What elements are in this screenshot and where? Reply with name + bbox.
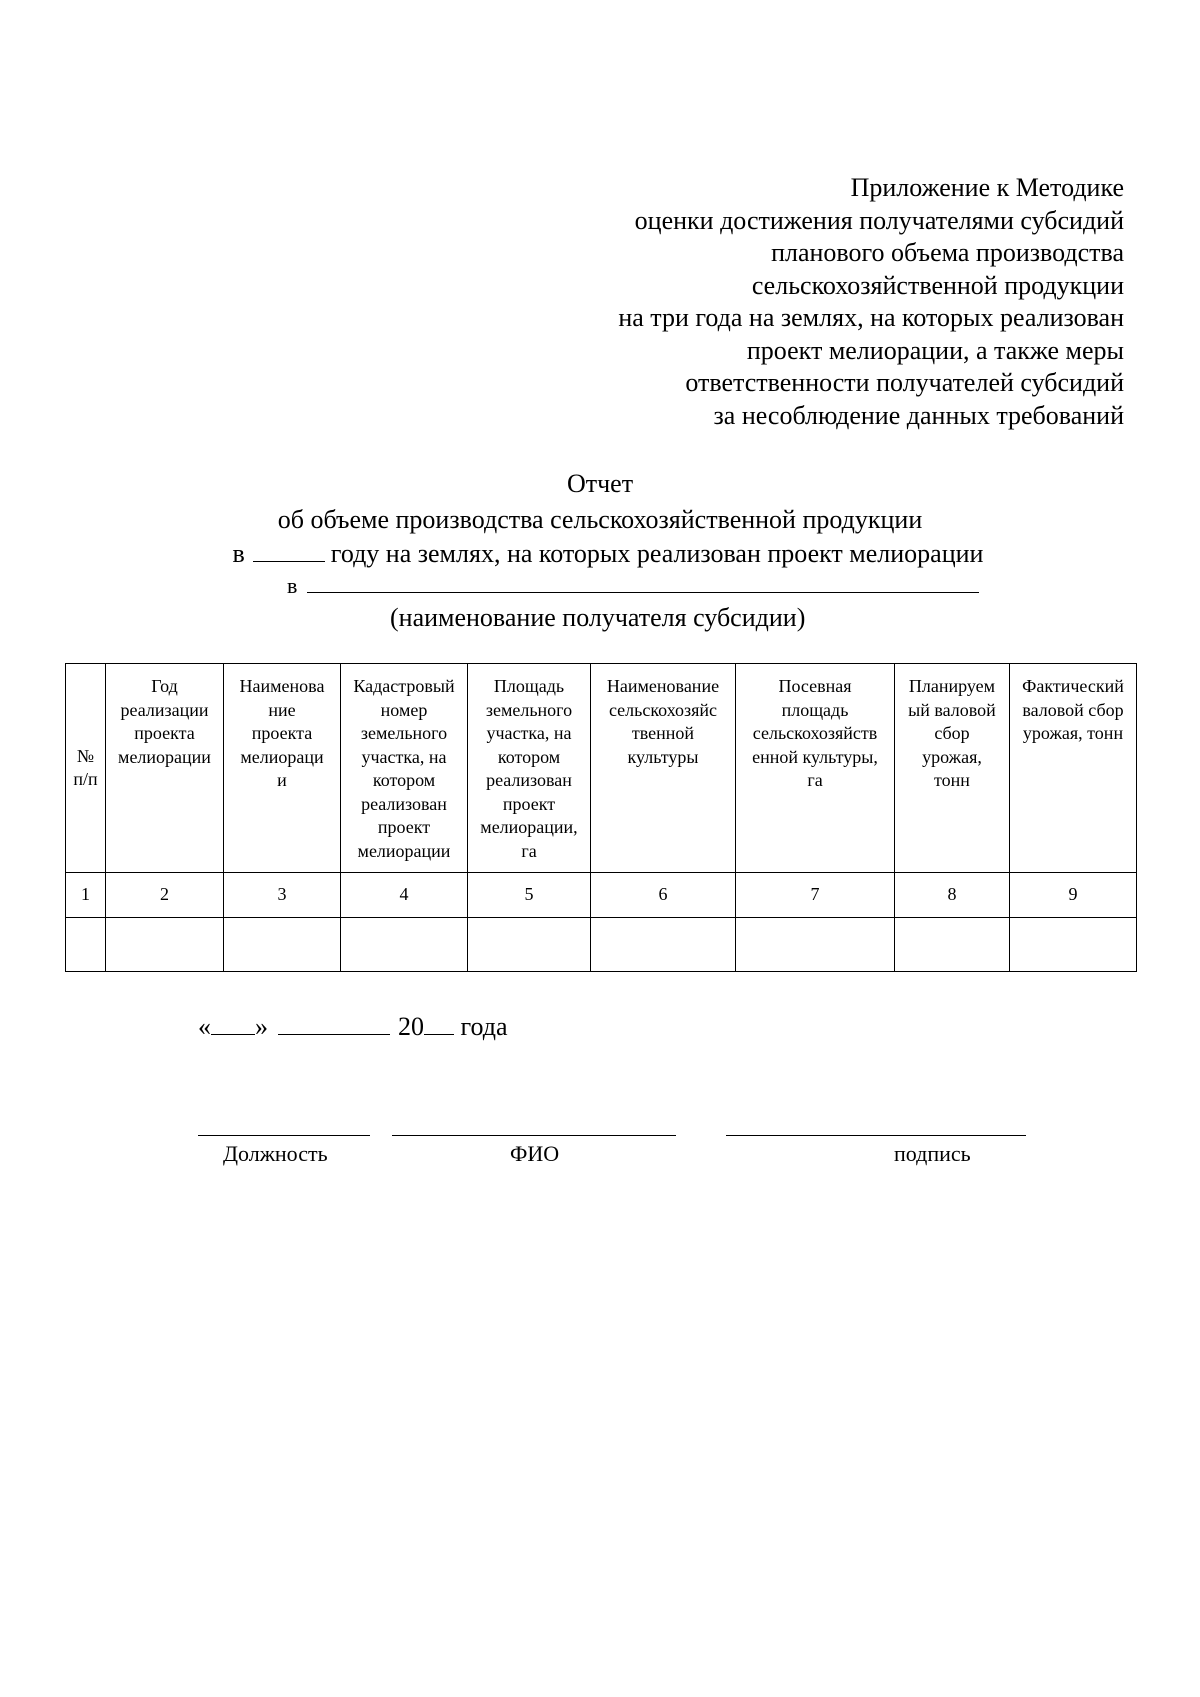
- report-subtitle: об объеме производства сельскохозяйственной продукции: [277, 505, 923, 534]
- table-row: [66, 918, 1137, 972]
- appendix-line: за несоблюдение данных требований: [713, 400, 1124, 430]
- table-cell[interactable]: [1010, 918, 1137, 972]
- column-header-project-name: Наименова ние проекта мелиораци и: [224, 664, 341, 873]
- table-cell[interactable]: [341, 918, 468, 972]
- position-signature-line[interactable]: [198, 1135, 370, 1136]
- column-number: 3: [224, 873, 341, 918]
- column-header-sown-area: Посевная площадь сельскохозяйств енной культуры, га: [736, 664, 895, 873]
- column-header-area: Площадь земельного участка, на котором реализован проект мелиорации, га: [468, 664, 591, 873]
- table-cell[interactable]: [895, 918, 1010, 972]
- signature-label: подпись: [894, 1141, 971, 1166]
- year-prefix: в: [232, 539, 245, 568]
- date-year-word: года: [460, 1012, 508, 1041]
- appendix-line: сельскохозяйственной продукции: [751, 270, 1124, 300]
- column-number: 5: [468, 873, 591, 918]
- date-close-quote: »: [255, 1012, 268, 1041]
- table-cell[interactable]: [66, 918, 106, 972]
- appendix-line: Приложение к Методике: [850, 173, 1124, 202]
- table-cell[interactable]: [106, 918, 224, 972]
- year-blank-field[interactable]: [253, 537, 325, 562]
- column-number: 4: [341, 873, 468, 918]
- column-header-actual-yield: Фактический валовой сбор урожая, тонн: [1010, 664, 1137, 873]
- appendix-line: ответственности получателей субсидий: [685, 368, 1124, 397]
- column-number: 6: [591, 873, 736, 918]
- table-cell[interactable]: [591, 918, 736, 972]
- column-header-crop-name: Наименование сельскохозяйс твенной культуры: [591, 664, 736, 873]
- report-year-line: [8, 537, 1200, 570]
- table-column-numbers-row: [66, 873, 1137, 918]
- column-number: 8: [895, 873, 1010, 918]
- column-header-year: Год реализации проекта мелиорации: [106, 664, 224, 873]
- appendix-line: оценки достижения получателями субсидий: [634, 205, 1124, 235]
- recipient-line: [287, 570, 979, 600]
- date-open-quote: «: [198, 1012, 211, 1041]
- appendix-header: [484, 172, 1124, 432]
- column-header-cadastral-number: Кадастровый номер земельного участка, на котором реализован проект мелиорации: [341, 664, 468, 873]
- recipient-caption: (наименование получателя субсидии): [390, 603, 806, 632]
- position-label: Должность: [223, 1141, 328, 1166]
- column-header-planned-yield: Планируем ый валовой сбор урожая, тонн: [895, 664, 1010, 873]
- appendix-line: на три года на землях, на которых реализован: [618, 303, 1124, 332]
- report-table: [65, 663, 1137, 972]
- date-year-prefix: 20: [398, 1012, 424, 1041]
- date-line: [198, 1010, 508, 1043]
- appendix-line: проект мелиорации, а также меры: [746, 335, 1124, 365]
- table-cell[interactable]: [736, 918, 895, 972]
- column-header-number: № п/п: [66, 664, 106, 873]
- appendix-line: планового объема производства: [771, 238, 1124, 267]
- year-suffix: году на землях, на которых реализован проект мелиорации: [330, 539, 984, 568]
- recipient-prefix: в: [287, 573, 298, 598]
- signature-line[interactable]: [726, 1135, 1026, 1136]
- day-blank-field[interactable]: [211, 1010, 255, 1035]
- year-short-blank-field[interactable]: [424, 1010, 454, 1035]
- month-blank-field[interactable]: [278, 1010, 390, 1035]
- name-label: ФИО: [510, 1141, 560, 1166]
- column-number: 2: [106, 873, 224, 918]
- name-signature-line[interactable]: [392, 1135, 676, 1136]
- column-number: 9: [1010, 873, 1137, 918]
- column-number: 7: [736, 873, 895, 918]
- report-title: Отчет: [566, 469, 634, 498]
- table-header-row: [66, 664, 1137, 873]
- column-number: 1: [66, 873, 106, 918]
- table-cell[interactable]: [468, 918, 591, 972]
- recipient-blank-field[interactable]: [307, 570, 979, 593]
- table-cell[interactable]: [224, 918, 341, 972]
